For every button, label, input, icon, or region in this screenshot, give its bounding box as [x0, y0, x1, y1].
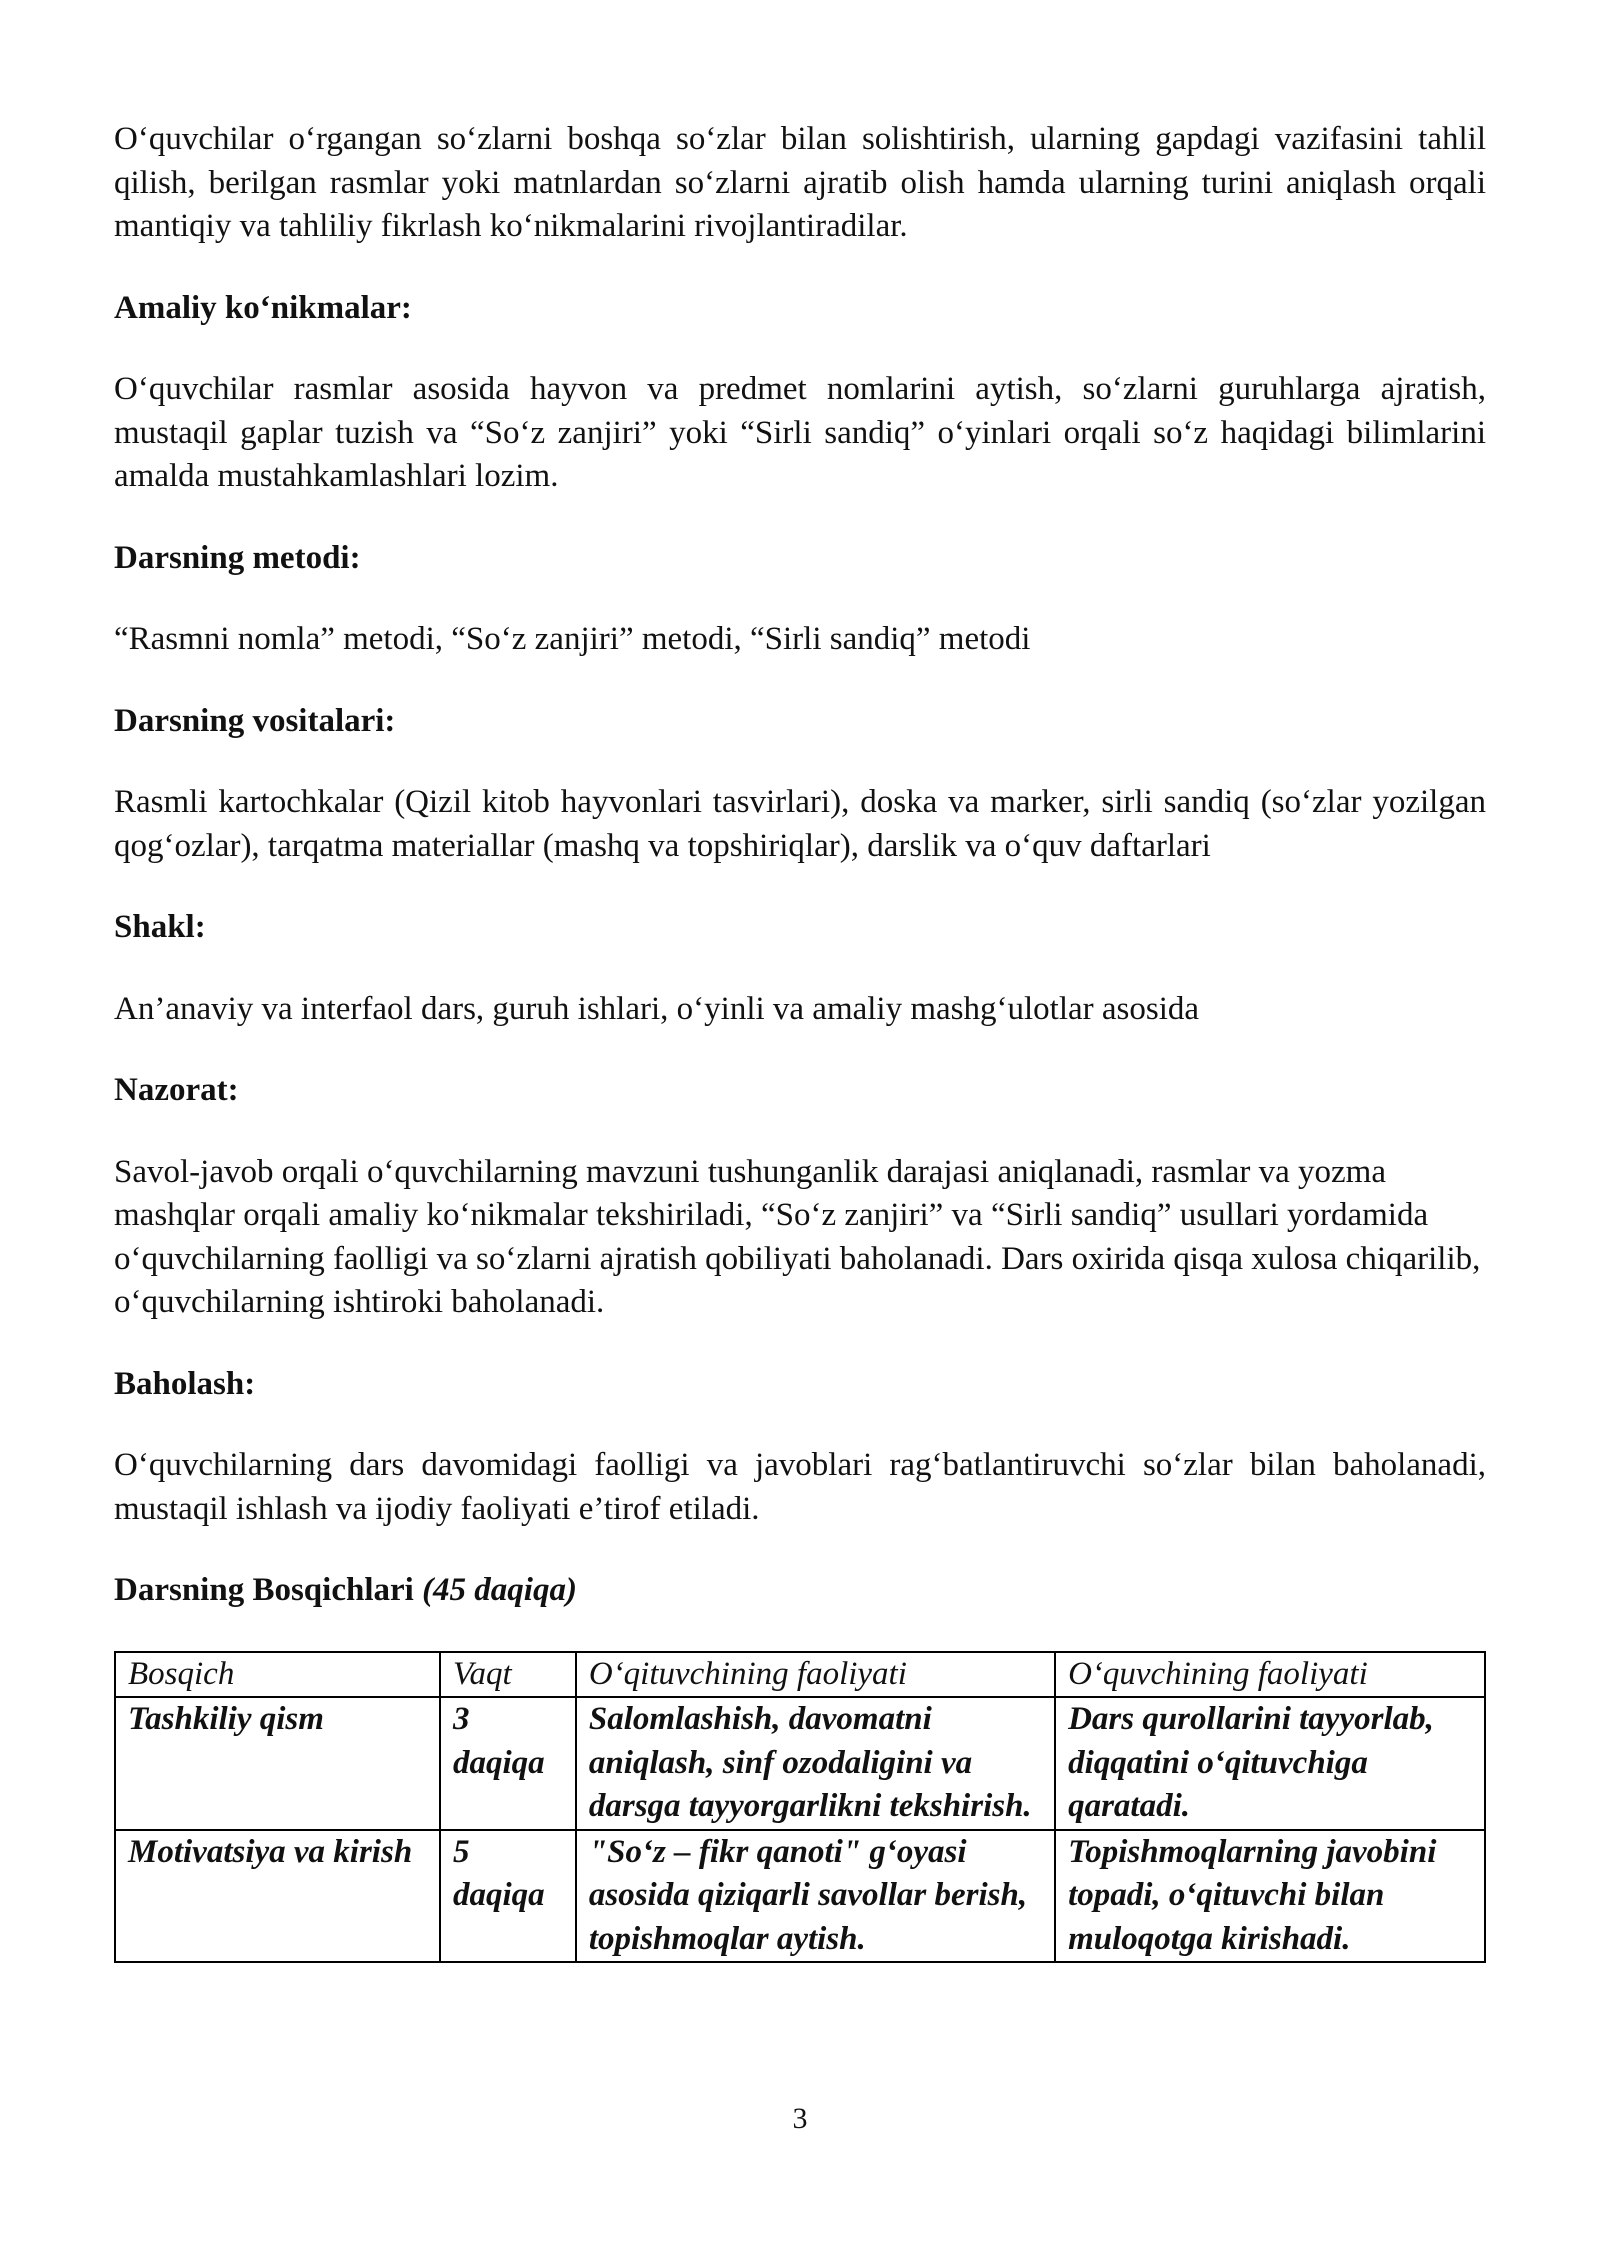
stages-table	[114, 1651, 1486, 1964]
intro-paragraph: O‘quvchilar o‘rgangan so‘zlarni boshqa so‘zlar bilan solishtirish, ularning gapdagi vazifasini tahlil qilish, berilgan rasmlar yoki matnlardan so‘zlarni ajratib olish hamda ularning turini aniqlash orqali mantiqiy va tahliliy fikrlash ko‘nikmalarini rivojlantiradilar.	[114, 121, 1486, 244]
section-amaliy	[114, 287, 1486, 499]
cell-stage: Tashkiliy qism	[115, 1697, 440, 1830]
section-heading: Nazorat:	[114, 1072, 239, 1108]
cell-student-activity: Topishmoqlarning javobini topadi, o‘qituvchi bilan muloqotga kirishadi.	[1055, 1830, 1485, 1963]
stages-title: Darsning Bosqichlari	[114, 1572, 414, 1608]
section-text: O‘quvchilar rasmlar asosida hayvon va predmet nomlarini aytish, so‘zlarni guruhlarga ajratish, mustaqil gaplar tuzish va “So‘z zanjiri” yoki “Sirli sandiq” o‘yinlari orqali so‘z haqidagi bilimlarini amalda mustahkamlashlari lozim.	[114, 371, 1486, 494]
section-vositalari	[114, 700, 1486, 869]
column-header-student: O‘quvchining faoliyati	[1055, 1652, 1485, 1698]
section-text: “Rasmni nomla” metodi, “So‘z zanjiri” metodi, “Sirli sandiq” metodi	[114, 621, 1031, 657]
stages-heading	[114, 1569, 1486, 1613]
section-heading: Darsning vositalari:	[114, 702, 396, 739]
section-text: O‘quvchilarning dars davomidagi faolligi va javoblari rag‘batlantiruvchi so‘zlar bilan baholanadi, mustaqil ishlash va ijodiy faoliyati e’tirof etiladi.	[114, 1447, 1486, 1527]
section-shakl	[114, 906, 1486, 1031]
cell-teacher-activity: Salomlashish, davomatni aniqlash, sinf ozodaligini va darsga tayyorgarlikni tekshirish.	[576, 1697, 1055, 1830]
cell-time: 5 daqiqa	[440, 1830, 576, 1963]
section-metodi	[114, 537, 1486, 662]
section-baholash	[114, 1363, 1486, 1532]
column-header-vaqt: Vaqt	[440, 1652, 576, 1698]
section-nazorat	[114, 1069, 1486, 1325]
section-text: Savol-javob orqali o‘quvchilarning mavzuni tushunganlik darajasi aniqlanadi, rasmlar va yozma mashqlar orqali amaliy ko‘nikmalar tekshiriladi, “So‘z zanjiri” va “Sirli sandiq” usullari yordamida o‘quvchilarning faolligi va so‘zlarni ajratish qobiliyati baholanadi. Dars oxirida qisqa xulosa chiqarilib, o‘quvchilarning ishtiroki baholanadi.	[114, 1153, 1481, 1320]
section-heading: Shakl:	[114, 909, 206, 945]
cell-stage: Motivatsiya va kirish	[115, 1830, 440, 1963]
stages-duration: (45 daqiqa)	[422, 1572, 577, 1608]
section-heading: Darsning metodi:	[114, 539, 361, 576]
table-row	[115, 1830, 1485, 1963]
section-text: Rasmli kartochkalar (Qizil kitob hayvonlari tasvirlari), doska va marker, sirli sandiq (so‘zlar yozilgan qog‘ozlar), tarqatma materiallar (mashq va topshiriqlar), darslik va o‘quv daftarlari	[114, 784, 1486, 864]
section-heading: Baholash:	[114, 1365, 256, 1402]
section-heading: Amaliy ko‘nikmalar:	[114, 289, 412, 326]
page-number: 3	[792, 2102, 808, 2135]
cell-teacher-activity: "So‘z – fikr qanoti" g‘oyasi asosida qiziqarli savollar berish, topishmoqlar aytish.	[576, 1830, 1055, 1963]
section-text: An’anaviy va interfaol dars, guruh ishlari, o‘yinli va amaliy mashg‘ulotlar asosida	[114, 990, 1200, 1027]
table-header-row	[115, 1652, 1485, 1698]
cell-time: 3 daqiqa	[440, 1697, 576, 1830]
column-header-bosqich: Bosqich	[115, 1652, 440, 1698]
cell-student-activity: Dars qurollarini tayyorlab, diqqatini o‘qituvchiga qaratadi.	[1055, 1697, 1485, 1830]
table-row	[115, 1697, 1485, 1830]
column-header-teacher: O‘qituvchining faoliyati	[576, 1652, 1055, 1698]
